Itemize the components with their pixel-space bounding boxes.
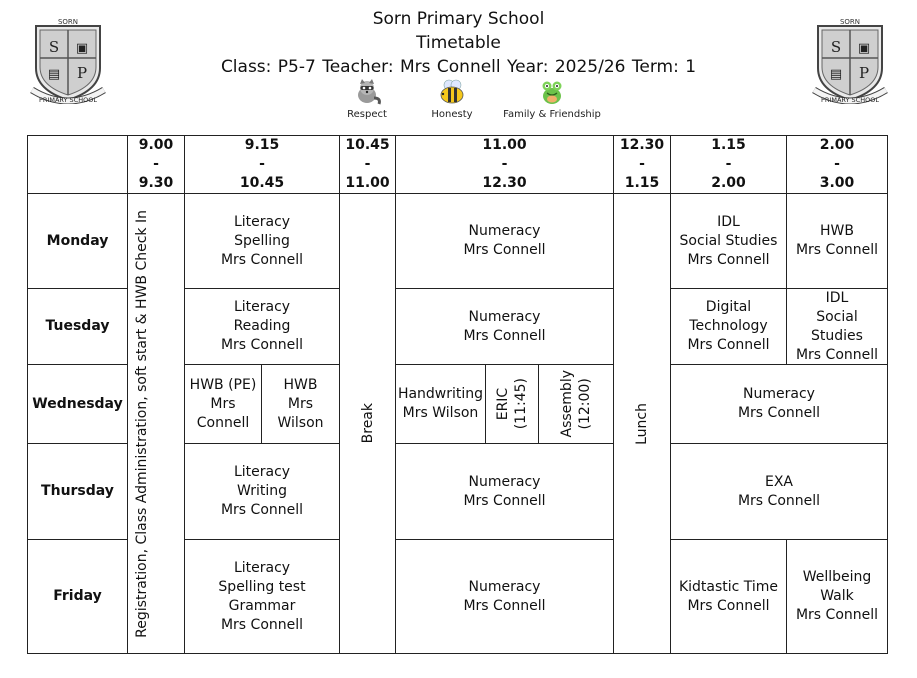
document-title: Timetable xyxy=(416,33,501,53)
value-label: Honesty xyxy=(431,109,473,120)
lesson-cell: Wellbeing Walk Mrs Connell xyxy=(786,539,888,654)
value-label: Family & Friendship xyxy=(503,109,601,120)
bee-icon xyxy=(437,78,467,106)
lesson-cell: Numeracy Mrs Connell xyxy=(395,443,614,540)
svg-text:S: S xyxy=(48,38,60,56)
time-header: 9.15 - 10.45 xyxy=(184,135,340,194)
break-column: Break xyxy=(339,193,396,654)
svg-text:P: P xyxy=(76,64,88,82)
svg-text:▣: ▣ xyxy=(75,41,89,56)
time-header: 2.00 - 3.00 xyxy=(786,135,888,194)
lesson-cell: EXA Mrs Connell xyxy=(670,443,888,540)
lesson-cell: Numeracy Mrs Connell xyxy=(395,193,614,289)
day-label-thursday: Thursday xyxy=(27,443,128,540)
day-label-monday: Monday xyxy=(27,193,128,289)
school-crest-right xyxy=(812,16,888,104)
svg-text:SORN: SORN xyxy=(57,18,79,26)
lesson-cell: Kidtastic Time Mrs Connell xyxy=(670,539,787,654)
lesson-cell: Numeracy Mrs Connell xyxy=(395,288,614,365)
svg-text:PRIMARY SCHOOL: PRIMARY SCHOOL xyxy=(39,96,97,104)
lesson-cell: Literacy Spelling test Grammar Mrs Connell xyxy=(184,539,340,654)
value-respect xyxy=(343,78,391,120)
lesson-cell: Handwriting Mrs Wilson xyxy=(395,364,486,444)
svg-text:▤: ▤ xyxy=(829,67,843,82)
day-label-friday: Friday xyxy=(27,539,128,654)
lesson-cell: HWB Mrs Wilson xyxy=(261,364,340,444)
lesson-cell: HWB Mrs Connell xyxy=(786,193,888,289)
svg-text:SORN: SORN xyxy=(839,18,861,26)
day-label-tuesday: Tuesday xyxy=(27,288,128,365)
day-label-wednesday: Wednesday xyxy=(27,364,128,444)
lesson-cell: IDL Social Studies Mrs Connell xyxy=(670,193,787,289)
svg-text:PRIMARY SCHOOL: PRIMARY SCHOOL xyxy=(821,96,879,104)
value-label: Respect xyxy=(347,109,387,120)
corner-cell xyxy=(27,135,128,194)
lesson-cell: IDL Social Studies Mrs Connell xyxy=(786,288,888,365)
time-header: 1.15 - 2.00 xyxy=(670,135,787,194)
registration-column: Registration, Class Administration, soft start & HWB Check In xyxy=(127,193,185,654)
timetable-grid xyxy=(27,135,888,654)
time-header: 9.00 - 9.30 xyxy=(127,135,185,194)
lesson-cell: Literacy Writing Mrs Connell xyxy=(184,443,340,540)
lesson-cell: Numeracy Mrs Connell xyxy=(670,364,888,444)
time-header: 10.45 - 11.00 xyxy=(339,135,396,194)
value-honesty xyxy=(427,78,477,120)
lesson-cell: Digital Technology Mrs Connell xyxy=(670,288,787,365)
time-header: 11.00 - 12.30 xyxy=(395,135,614,194)
class-info-line: Class: P5-7 Teacher: Mrs Connell Year: 2025/26 Term: 1 xyxy=(220,57,697,77)
frog-icon xyxy=(537,78,567,106)
lunch-column: Lunch xyxy=(613,193,671,654)
school-name: Sorn Primary School xyxy=(372,9,545,29)
lesson-cell: Numeracy Mrs Connell xyxy=(395,539,614,654)
svg-text:▤: ▤ xyxy=(47,67,61,82)
lesson-cell: Literacy Reading Mrs Connell xyxy=(184,288,340,365)
raccoon-icon xyxy=(352,78,382,106)
lesson-cell: ERIC (11:45) xyxy=(485,364,539,444)
time-header: 12.30 - 1.15 xyxy=(613,135,671,194)
lesson-cell: Assembly (12:00) xyxy=(538,364,614,444)
svg-text:P: P xyxy=(858,64,870,82)
lesson-cell: Literacy Spelling Mrs Connell xyxy=(184,193,340,289)
page-header xyxy=(0,0,917,130)
svg-text:▣: ▣ xyxy=(857,41,871,56)
lesson-cell: HWB (PE) Mrs Connell xyxy=(184,364,262,444)
value-family-friendship xyxy=(500,78,604,120)
svg-text:S: S xyxy=(830,38,842,56)
